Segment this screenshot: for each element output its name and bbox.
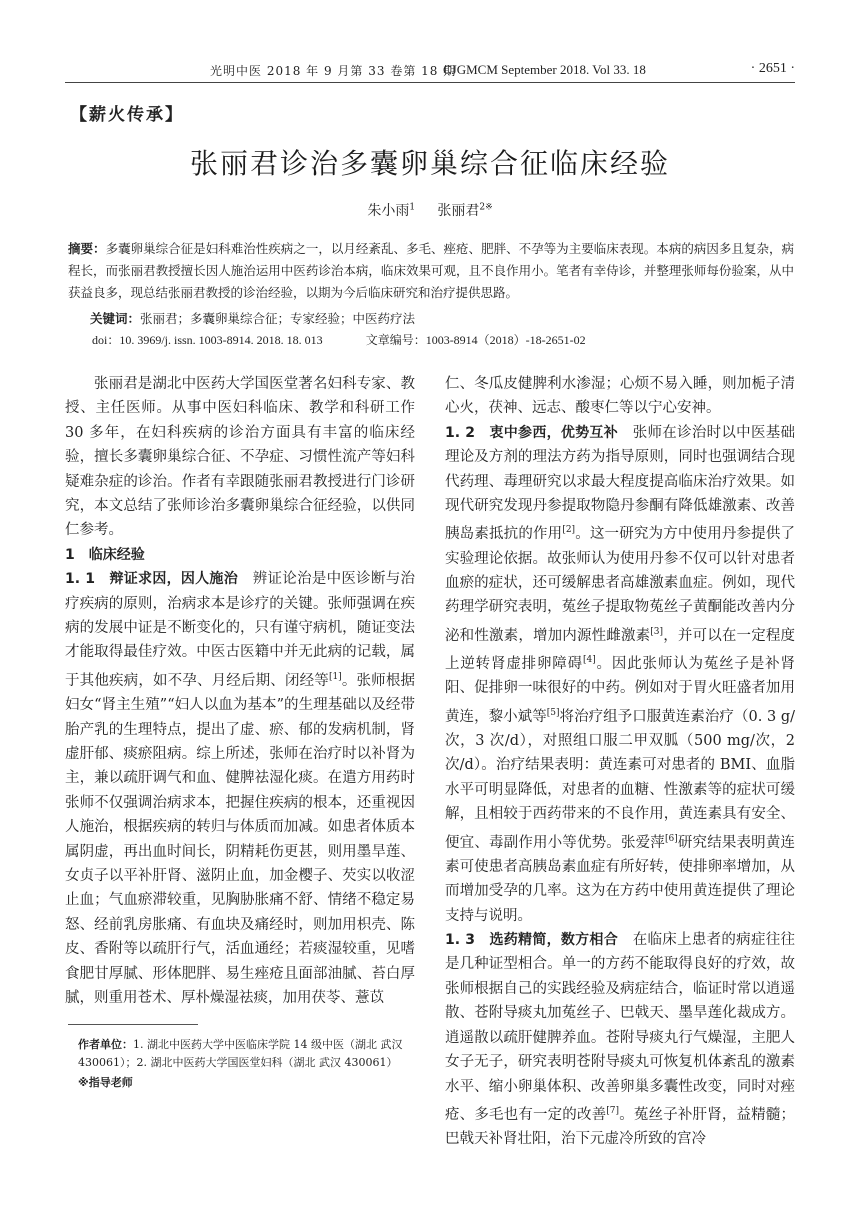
doi-line: [92, 331, 792, 348]
author-2: 张丽君: [437, 203, 480, 219]
supervisor-note: ※指导老师: [78, 1076, 133, 1089]
section-1-1-text-a: 辨证论治是中医诊断与治疗疾病的原则，治病求本是诊疗的关键。张师强调在疾病的发展中证是不断变化的，只有谨守病机，随证变法才能取得最佳疗效。中医古医籍中并无此病的记载，属于其他疾病，如不孕、月经后期、闭经等: [65, 571, 415, 689]
citation-6: [6]: [664, 833, 678, 844]
abstract-label: 摘要：: [68, 241, 106, 256]
section-1-1-text-b: 。张师根据妇女“肾主生殖”“妇人以血为基本”的生理基础以及经带胎产乳的生理特点，提出了虚、瘀、郁的发病机制，肾虚肝郁、痰瘀阻病。综上所述，张师在治疗时以补肾为主，兼以疏肝调气和血、健脾祛湿化痰。在遣方用药时张师不仅强调治病求本，把握住疾病的根本，还重视因人施治，根据疾病的转归与体质而加减。如患者体质本属阴虚，再出血时间长，阴精耗伤更甚，则用墨旱莲、女贞子以平补肝肾、滋阴止血，加金樱子、芡实以收涩止血；气血瘀滞较重，见胸胁胀痛不舒、情绪不稳定易怒、经前乳房胀痛、有血块及痛经时，则加用枳壳、陈皮、香附等以疏肝行气，活血通经；若痰湿较重，见嗜食肥甘厚腻、形体肥胖、易生痤疮且面部油腻、苔白厚腻，则重用苍术、厚朴燥湿祛痰，加用茯苓、薏苡: [65, 672, 416, 1006]
journal-name-cn: 光明中医 2018 年 9 月第 33 卷第 18 期: [210, 64, 457, 78]
section-1-2-text-c: ，并可以在一定程度上逆转肾虚排卵障碍: [445, 627, 796, 672]
section-1-3-text-b: 。菟丝子补肝肾，益精髓；巴戟天补肾壮阳，治下元虚冷所致的宫冷: [445, 1106, 796, 1148]
section-1-1: [65, 567, 415, 1010]
section-1-2-text-e: 将治疗组予口服黄连素治疗（0. 3 g/次，3 次/d），对照组口服二甲双胍（500 mg/次，2 次/d）。治疗结果表明：黄连素可对患者的 BMI、血脂水平可明显降低，对患者的血糖、性激素等的症状可缓解，且相较于西药带来的不良作用，黄连素具有安全、便宜、毒副作用小等优势。张爱萍: [445, 708, 795, 851]
article-title: 张丽君诊治多囊卵巢综合征临床经验: [189, 147, 670, 180]
running-header: [65, 60, 795, 83]
body-column-right: [445, 372, 795, 1152]
doi: doi：10. 3969/j. issn. 1003-8914. 2018. 18. 013: [92, 333, 323, 347]
citation-3: [3]: [650, 626, 664, 637]
journal-name-en: CJGMCM September 2018. Vol 33. 18: [443, 62, 646, 77]
keywords: [90, 308, 790, 330]
section-1-3-text-a: 在临床上患者的病症往往是几种证型相合。单一的方药不能取得良好的疗效，故张师根据自己的实践经验及病症结合，临证时常以逍遥散、苍附导痰丸加菟丝子、巴戟天、墨旱莲化裁成方。逍遥散以疏肝健脾养血。苍附导痰丸行气燥湿，主肥人女子无子，研究表明苍附导痰丸可恢复机体紊乱的激素水平、缩小卵巢体积、改善卵巢多囊性改变，同时对痤疮、多毛也有一定的改善: [445, 932, 795, 1123]
keywords-label: 关键词：: [90, 311, 141, 326]
abstract-text: 多囊卵巢综合征是妇科难治性疾病之一，以月经紊乱、多毛、痤疮、肥胖、不孕等为主要临床表现。本病的病因多且复杂，病程长，而张丽君教授擅长因人施治运用中医药诊治本病，临床效果可观，且不良作用小。笔者有幸侍诊，并整理张师每份验案，从中获益良多，现总结张丽君教授的诊治经验，以期为今后临床研究和治疗提供思路。: [68, 241, 794, 300]
author-1: 朱小雨: [367, 203, 410, 219]
affiliation-text: 1. 湖北中医药大学中医临床学院 14 级中医（湖北 武汉 430061）；2. 湖北中医药大学国医堂妇科（湖北 武汉 430061）: [78, 1038, 403, 1069]
citation-1: [1]: [328, 671, 342, 682]
section-1-2-text-d: 。因此张师认为菟丝子是补肾阳、促排卵一味很好的中药。例如对于胃火旺盛者加用黄连，黎小斌等: [445, 655, 796, 725]
continued-paragraph: 仁、冬瓜皮健脾利水渗湿；心烦不易入睡，则加栀子清心火，茯神、远志、酸枣仁等以宁心安神。: [445, 376, 795, 417]
section-1-3-heading: 1. 3 选药精简，数方相合: [445, 932, 618, 949]
affiliation-label: 作者单位：: [78, 1038, 133, 1051]
abstract: [68, 238, 794, 304]
section-1-2: [445, 421, 795, 928]
section-heading-1: 1 临床经验: [65, 546, 145, 563]
page-number: · 2651 ·: [750, 61, 795, 76]
citation-4: [4]: [582, 655, 596, 666]
intro-paragraph: 张丽君是湖北中医药大学国医堂著名妇科专家、教授、主任医师。从事中医妇科临床、教学和科研工作 30 多年，在妇科疾病的诊治方面具有丰富的临床经验，擅长多囊卵巢综合征、不孕症、习惯性流产等妇科疑难杂症的诊治。作者有幸跟随张丽君教授进行门诊研究，本文总结了张师诊治多囊卵巢综合征经验，以供同仁参考。: [65, 376, 415, 539]
keywords-text: 张丽君；多囊卵巢综合征；专家经验；中医药疗法: [140, 311, 416, 326]
author-line: [0, 200, 860, 220]
section-1-2-heading: 1. 2 衷中参西，优势互补: [445, 424, 618, 441]
citation-7: [7]: [606, 1105, 620, 1116]
citation-2: [2]: [562, 525, 576, 536]
column-tag: 【薪火传承】: [70, 105, 184, 125]
author-1-affiliation: 1: [409, 202, 416, 213]
body-column-left: [65, 372, 415, 1010]
section-1-3: [445, 928, 795, 1151]
author-2-affiliation: 2※: [479, 202, 493, 213]
footnote: [78, 1036, 423, 1092]
section-1-1-heading: 1. 1 辩证求因，因人施治: [65, 571, 238, 588]
section-1-2-text-a: 张师在诊治时以中医基础理论及方剂的理法方药为指导原则，同时也强调结合现代药理、毒理研究以求最大程度提高临床治疗效果。如现代研究发现丹参提取物隐丹参酮有降低雄激素、改善胰岛素抵抗的作用: [445, 424, 795, 543]
section-1-2-text-f: 研究结果表明黄连素可使患者高胰岛素血症有所好转，使排卵率增加，从而增加受孕的几率。这为在方药中使用黄连提供了理论支持与说明。: [445, 834, 796, 924]
section-1-2-text-b: 。这一研究为方中使用丹参提供了实验理论依据。故张师认为使用丹参不仅可以针对患者血瘀的症状，还可缓解患者高雄激素血症。例如，现代药理学研究表明，菟丝子提取物菟丝子黄酮能改善内分泌和性激素，增加内源性雌激素: [445, 526, 796, 644]
citation-5: [5]: [546, 707, 560, 718]
footnote-divider: [68, 1024, 198, 1025]
article-number: 文章编号：1003-8914（2018）-18-2651-02: [365, 333, 586, 347]
